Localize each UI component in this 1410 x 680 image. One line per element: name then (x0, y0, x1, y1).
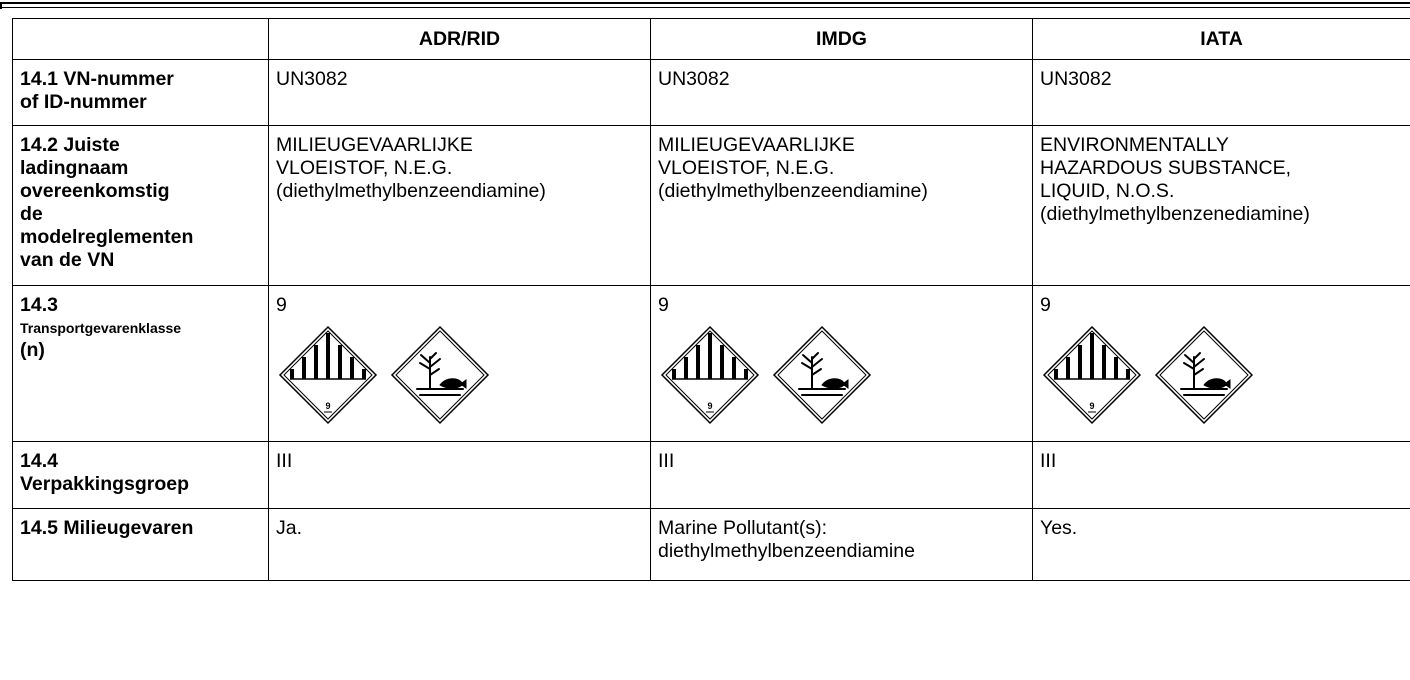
stripe (290, 369, 294, 379)
cell-line: III (1040, 450, 1057, 472)
stripe (1102, 345, 1106, 379)
stripe (326, 333, 330, 379)
cell-line: 9 (658, 294, 669, 316)
cell-iata (1033, 509, 1410, 581)
row-head-shipping-name (13, 126, 269, 286)
row-head-un-number (13, 60, 269, 126)
environmental-hazard-icon (1154, 325, 1254, 425)
table-row (13, 442, 1410, 509)
stripe (338, 345, 342, 379)
header-iata: IATA (1033, 19, 1410, 60)
table-header-row (13, 19, 1410, 60)
table-row (13, 60, 1410, 126)
environmental-hazard-icon (390, 325, 490, 425)
cell-imdg (651, 60, 1033, 126)
cell-line: 14.4 (20, 450, 58, 472)
cell-iata (1033, 442, 1410, 509)
cell-line: diethylmethylbenzeendiamine (658, 540, 915, 562)
stripe (1066, 357, 1070, 379)
cell-line: MILIEUGEVAARLIJKE (276, 134, 473, 156)
transport-info-table (12, 18, 1410, 581)
stripe (314, 345, 318, 379)
row-head-packing-group (13, 442, 269, 509)
cell-line: (n) (20, 339, 45, 361)
class-9-hazard-label-icon (278, 325, 378, 425)
cell-line: ENVIRONMENTALLY (1040, 134, 1229, 156)
table-row (13, 509, 1410, 581)
left-border-tick (0, 2, 2, 9)
header-corner-cell (13, 19, 269, 60)
cell-line: Yes. (1040, 517, 1078, 539)
cell-line: (diethylmethylbenzeendiamine) (276, 180, 546, 202)
cell-adr-rid (269, 60, 651, 126)
stripe (362, 369, 366, 379)
cell-line: Marine Pollutant(s): (658, 517, 828, 539)
cell-line: modelreglementen (20, 226, 194, 248)
cell-line: III (658, 450, 675, 472)
hazard-pictograms (278, 325, 644, 425)
cell-line: III (276, 450, 293, 472)
top-border-line (0, 2, 1410, 4)
cell-line: 9 (1040, 294, 1051, 316)
cell-imdg (651, 442, 1033, 509)
cell-line: MILIEUGEVAARLIJKE (658, 134, 855, 156)
class-label: 9 (325, 401, 331, 411)
cell-line: UN3082 (658, 68, 730, 90)
cell-line: 9 (276, 294, 287, 316)
table-row (13, 126, 1410, 286)
stripe (1090, 333, 1094, 379)
header-imdg: IMDG (651, 19, 1033, 60)
header-adr-rid: ADR/RID (269, 19, 651, 60)
cell-adr-rid (269, 509, 651, 581)
cell-imdg (651, 509, 1033, 581)
stripe (302, 357, 306, 379)
class-label: 9 (707, 401, 713, 411)
row-head-hazard-class (13, 286, 269, 442)
cell-line: 14.3 (20, 294, 58, 316)
hazard-pictograms (660, 325, 1026, 425)
cell-line: UN3082 (276, 68, 348, 90)
cell-line: VLOEISTOF, N.E.G. (658, 157, 835, 179)
stripe (350, 357, 354, 379)
top-border-line-inner (0, 7, 1410, 8)
cell-line: Transportgevarenklasse (20, 320, 182, 336)
stripe (684, 357, 688, 379)
hazard-pictograms (1042, 325, 1404, 425)
cell-line: VLOEISTOF, N.E.G. (276, 157, 453, 179)
cell-iata (1033, 60, 1410, 126)
class-label: 9 (1089, 401, 1095, 411)
cell-line: van de VN (20, 249, 115, 271)
cell-iata (1033, 286, 1410, 442)
cell-line: ladingnaam (20, 157, 129, 179)
cell-line: (diethylmethylbenzenediamine) (1040, 203, 1310, 225)
row-head-environmental (13, 509, 269, 581)
cell-line: 14.1 VN-nummer (20, 68, 174, 90)
class-9-hazard-label-icon (660, 325, 760, 425)
cell-line: 14.5 Milieugevaren (20, 517, 194, 539)
cell-line: of ID-nummer (20, 91, 147, 113)
cell-imdg (651, 286, 1033, 442)
stripe (744, 369, 748, 379)
table-row (13, 286, 1410, 442)
stripe (720, 345, 724, 379)
cell-line: 14.2 Juiste (20, 134, 120, 156)
stripe (1114, 357, 1118, 379)
cell-adr-rid (269, 126, 651, 286)
environmental-hazard-icon (772, 325, 872, 425)
class-9-hazard-label-icon (1042, 325, 1142, 425)
cell-line: Ja. (276, 517, 303, 539)
cell-line: Verpakkingsgroep (20, 473, 190, 495)
stripe (732, 357, 736, 379)
cell-iata (1033, 126, 1410, 286)
stripe (672, 369, 676, 379)
stripe (1054, 369, 1058, 379)
cell-line: UN3082 (1040, 68, 1112, 90)
cell-line: de (20, 203, 43, 225)
cell-line: (diethylmethylbenzeendiamine) (658, 180, 928, 202)
cell-line: overeenkomstig (20, 180, 170, 202)
stripe (696, 345, 700, 379)
cell-line: HAZARDOUS SUBSTANCE, (1040, 157, 1292, 179)
stripe (708, 333, 712, 379)
cell-line: LIQUID, N.O.S. (1040, 180, 1175, 202)
stripe (1078, 345, 1082, 379)
cell-adr-rid (269, 442, 651, 509)
stripe (1126, 369, 1130, 379)
cell-imdg (651, 126, 1033, 286)
cell-adr-rid (269, 286, 651, 442)
